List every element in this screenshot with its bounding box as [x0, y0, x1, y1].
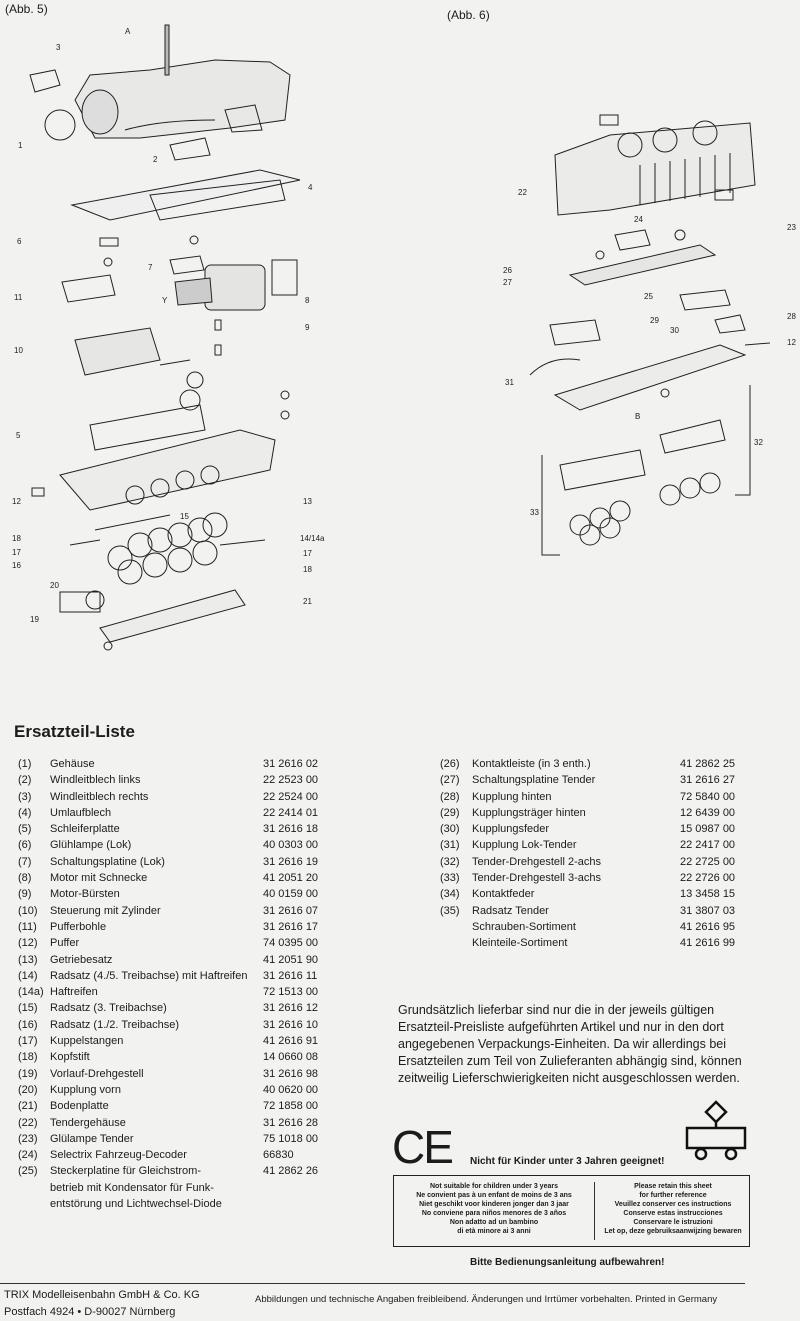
parts-list-row [440, 772, 760, 788]
part-code: 31 2616 17 [263, 920, 319, 933]
callout-A: A [125, 27, 131, 36]
multilingual-warning-box [393, 1175, 750, 1247]
part-number: (9) [18, 888, 32, 901]
parts-list-row [440, 854, 760, 870]
part-code: 13 3458 15 [680, 888, 736, 901]
part-number: (3) [18, 790, 32, 803]
parts-list-row [18, 1180, 338, 1196]
parts-list-row [440, 919, 760, 935]
callout-Y: Y [162, 296, 168, 305]
callout-1: 1 [18, 141, 23, 150]
locomotive-exploded-diagram [0, 20, 325, 660]
part-name: Radsatz (4./5. Treibachse) mit Haftreifen [50, 969, 248, 982]
parts-list-row [18, 1115, 338, 1131]
parts-list-row [440, 756, 760, 772]
part-name: Getriebesatz [50, 953, 113, 966]
part-number: (34) [440, 888, 460, 901]
part-name: Kleinteile-Sortiment [472, 937, 568, 950]
part-code: 41 2051 90 [263, 953, 319, 966]
parts-list-row [440, 837, 760, 853]
part-code: 22 2726 00 [680, 872, 736, 885]
part-number: (17) [18, 1035, 38, 1048]
retain-line: Veuillez conserver ces instructions [614, 1201, 732, 1208]
parts-list-row [18, 870, 338, 886]
callout-33: 33 [530, 508, 539, 517]
parts-list-row [18, 1131, 338, 1147]
part-code: 31 2616 12 [263, 1002, 319, 1015]
part-name: Schrauben-Sortiment [472, 920, 576, 933]
part-name: Kupplung hinten [472, 790, 552, 803]
part-code: 31 2616 02 [263, 758, 319, 770]
part-code: 41 2616 99 [680, 937, 736, 950]
part-code: 22 2417 00 [680, 839, 736, 852]
part-number: (14a) [18, 986, 44, 999]
part-number: (6) [18, 839, 32, 852]
part-code: 41 2862 26 [263, 1165, 319, 1178]
part-number: (22) [18, 1116, 38, 1129]
footer-divider [0, 1283, 745, 1284]
part-code: 31 2616 98 [263, 1067, 319, 1080]
part-name: Umlaufblech [50, 806, 112, 819]
part-name: Kontaktleiste (in 3 enth.) [472, 758, 591, 770]
parts-list-row [18, 1033, 338, 1049]
callout-16: 16 [12, 561, 21, 570]
part-number: (4) [18, 806, 32, 819]
part-code: 75 1018 00 [263, 1132, 319, 1145]
part-number: (26) [440, 758, 460, 770]
callout-2: 2 [153, 155, 158, 164]
callout-17: 17 [12, 548, 21, 557]
parts-list-row [18, 1147, 338, 1163]
part-name: Radsatz Tender [472, 904, 549, 917]
parts-list-row [18, 984, 338, 1000]
part-name: Kontaktfeder [472, 888, 535, 901]
part-name: Tender-Drehgestell 2-achs [472, 855, 602, 868]
callout-31: 31 [505, 378, 514, 387]
callout-13: 13 [303, 497, 312, 506]
part-code: 22 2523 00 [263, 774, 319, 787]
part-name: Schaltungsplatine (Lok) [50, 855, 165, 868]
part-number: (12) [18, 937, 38, 950]
part-number: (35) [440, 904, 460, 917]
part-name: Kupplung Lok-Tender [472, 839, 577, 852]
parts-list-row [440, 886, 760, 902]
retain-line: Conserve estas instrucciones [623, 1210, 723, 1217]
part-name: Tendergehäuse [50, 1116, 126, 1129]
part-name: Tender-Drehgestell 3-achs [472, 872, 602, 885]
part-name: Selectrix Fahrzeug-Decoder [50, 1149, 187, 1162]
part-name: Bodenplatte [50, 1100, 109, 1113]
part-name: Puffer [50, 937, 80, 950]
callout-23: 23 [787, 223, 796, 232]
part-code: 22 2524 00 [263, 790, 319, 803]
part-name: Steuerung mit Zylinder [50, 904, 161, 917]
warning-line: Ne convient pas à un enfant de moins de 3 ans [416, 1192, 572, 1199]
part-name: Pufferbohle [50, 920, 107, 933]
parts-list-row [18, 772, 338, 788]
part-code: 72 1858 00 [263, 1100, 319, 1113]
warning-divider [594, 1182, 595, 1240]
callout-7: 7 [148, 263, 153, 272]
tender-exploded-diagram [500, 95, 800, 565]
parts-list-row [18, 1163, 338, 1179]
company-name: TRIX Modelleisenbahn GmbH & Co. KG [4, 1289, 200, 1301]
parts-list-row [18, 789, 338, 805]
parts-list-row [18, 821, 338, 837]
part-code: 40 0159 00 [263, 888, 319, 901]
part-code: 41 2862 25 [680, 758, 736, 770]
part-code: 40 0620 00 [263, 1083, 319, 1096]
ce-mark: CE [392, 1121, 452, 1173]
part-name: Motor mit Schnecke [50, 872, 148, 885]
part-number: (20) [18, 1083, 38, 1096]
part-code: 31 2616 10 [263, 1018, 319, 1031]
warning-line: di età minore ai 3 anni [457, 1228, 531, 1235]
part-number: (25) [18, 1165, 38, 1178]
part-name: Haftreifen [50, 986, 98, 999]
part-code: 31 2616 18 [263, 823, 319, 836]
part-code: 22 2414 01 [263, 806, 319, 819]
availability-note: Grundsätzlich lieferbar sind nur die in der jeweils gültigen Ersatzteil-Preisliste aufgeführten Artikel und nur in den dort angegebenen Verpackungs-Einheiten. Da wir allerdings bei Ersatzteilen zum Teil von Zulieferanten abhängig sind, können zeitweilig Lieferschwierigkeiten nicht ausgeschlossen werden. [398, 1003, 742, 1085]
parts-list-row [18, 756, 338, 772]
callout-14-14a: 14/14a [300, 534, 325, 543]
part-code: 66830 [263, 1149, 294, 1162]
part-number: (7) [18, 855, 32, 868]
callout-4: 4 [308, 183, 313, 192]
callout-24: 24 [634, 215, 643, 224]
retain-line: Please retain this sheet [634, 1183, 712, 1190]
part-code: 15 0987 00 [680, 823, 736, 836]
part-name: Schleiferplatte [50, 823, 120, 836]
callout-8: 8 [305, 296, 310, 305]
part-number: (2) [18, 774, 32, 787]
callout-17b: 17 [303, 549, 312, 558]
part-name: Radsatz (3. Treibachse) [50, 1002, 167, 1015]
part-number: (10) [18, 904, 38, 917]
part-code: 12 6439 00 [680, 806, 736, 819]
callout-15: 15 [180, 512, 189, 521]
part-name: betrieb mit Kondensator für Funk- [50, 1181, 214, 1194]
callout-20: 20 [50, 581, 59, 590]
part-number: (24) [18, 1149, 38, 1162]
part-name: Steckerplatine für Gleichstrom- [50, 1165, 201, 1178]
retain-line: Conservare le istruzioni [633, 1219, 713, 1226]
part-number: (8) [18, 872, 32, 885]
callout-12: 12 [12, 497, 21, 506]
retain-sheet-translations [598, 1182, 748, 1236]
retain-line: for further reference [639, 1192, 707, 1199]
parts-list-row [440, 805, 760, 821]
part-name: Schaltungsplatine Tender [472, 774, 596, 787]
callout-5: 5 [16, 431, 21, 440]
retain-line: Let op, deze gebruiksaanwijzing bewaren [604, 1228, 742, 1235]
toy-age-warning-icon [683, 1100, 749, 1162]
parts-list-row [440, 935, 760, 951]
parts-list-row [18, 805, 338, 821]
part-number: (30) [440, 823, 460, 836]
part-number: (18) [18, 1051, 38, 1064]
callout-19: 19 [30, 615, 39, 624]
callout-21: 21 [303, 597, 312, 606]
part-code: 72 5840 00 [680, 790, 736, 803]
part-name: Kupplungsträger hinten [472, 806, 586, 819]
part-number: (11) [18, 920, 37, 933]
part-code: 41 2616 91 [263, 1035, 319, 1048]
parts-list-row [440, 903, 760, 919]
part-number: (31) [440, 839, 460, 852]
parts-list-row [18, 886, 338, 902]
callout-9: 9 [305, 323, 310, 332]
callout-11: 11 [14, 293, 23, 302]
company-address [4, 1287, 200, 1321]
part-name: Glühlampe (Lok) [50, 839, 132, 852]
part-code: 14 0660 08 [263, 1051, 319, 1064]
parts-list-row [18, 854, 338, 870]
callout-6: 6 [17, 237, 22, 246]
part-name: Motor-Bürsten [50, 888, 120, 901]
figure-5-label: (Abb. 5) [5, 2, 48, 16]
part-number: (32) [440, 855, 460, 868]
part-code: 41 2051 20 [263, 872, 319, 885]
part-number: (28) [440, 790, 460, 803]
warning-line: Niet geschikt voor kinderen jonger dan 3 jaar [419, 1201, 569, 1208]
parts-list-row [18, 1049, 338, 1065]
part-number: (13) [18, 953, 38, 966]
callout-18: 18 [12, 534, 21, 543]
parts-list-row [440, 789, 760, 805]
part-number: (33) [440, 872, 460, 885]
part-code: 31 2616 28 [263, 1116, 319, 1129]
parts-list-right [440, 756, 760, 952]
part-code: 22 2725 00 [680, 855, 736, 868]
parts-list-title: Ersatzteil-Liste [14, 722, 135, 741]
figure-6-label: (Abb. 6) [447, 8, 490, 22]
parts-list-row [18, 919, 338, 935]
part-number: (15) [18, 1002, 38, 1015]
part-number: (16) [18, 1018, 38, 1031]
part-name: Kupplungsfeder [472, 823, 550, 836]
parts-list-row [18, 1196, 338, 1212]
warning-line: Non adatto ad un bambino [449, 1219, 539, 1226]
part-name: Radsatz (1./2. Treibachse) [50, 1018, 180, 1031]
callout-25: 25 [644, 292, 653, 301]
age-warning-german: Nicht für Kinder unter 3 Jahren geeignet! [470, 1156, 665, 1167]
part-code: 72 1513 00 [263, 986, 319, 999]
callout-10: 10 [14, 346, 23, 355]
footer-disclaimer: Abbildungen und technische Angaben freibleibend. Änderungen und Irrtümer vorbehalten. Printed in Germany [255, 1294, 718, 1305]
warning-line: No conviene para niños menores de 3 años [421, 1210, 567, 1217]
parts-list-row [18, 968, 338, 984]
parts-list-row [18, 1098, 338, 1114]
keep-manual-note: Bitte Bedienungsanleitung aufbewahren! [470, 1257, 665, 1268]
parts-list-row [18, 935, 338, 951]
part-number: (23) [18, 1132, 38, 1145]
part-name: Windleitblech rechts [50, 790, 149, 803]
part-number: (19) [18, 1067, 38, 1080]
parts-list-row [18, 903, 338, 919]
part-code: 31 2616 27 [680, 774, 736, 787]
parts-list-row [18, 1017, 338, 1033]
callout-18b: 18 [303, 565, 312, 574]
parts-list-row [18, 952, 338, 968]
age-warning-translations [398, 1182, 590, 1236]
callout-32: 32 [754, 438, 763, 447]
parts-list-row [18, 837, 338, 853]
company-postal: Postfach 4924 • D-90027 Nürnberg [4, 1306, 176, 1318]
part-number: (29) [440, 806, 460, 819]
callout-28: 28 [787, 312, 796, 321]
part-name: Gehäuse [50, 758, 95, 770]
part-number: (1) [18, 758, 32, 770]
part-number: (21) [18, 1100, 38, 1113]
part-code: 41 2616 95 [680, 920, 736, 933]
part-number: (5) [18, 823, 32, 836]
part-code: 40 0303 00 [263, 839, 319, 852]
part-name: Kupplung vorn [50, 1083, 121, 1096]
part-number: (27) [440, 774, 460, 787]
part-code: 31 2616 07 [263, 904, 319, 917]
part-name: Glülampe Tender [50, 1132, 134, 1145]
parts-list-row [440, 870, 760, 886]
callout-27: 27 [503, 278, 512, 287]
parts-list-row [440, 821, 760, 837]
part-code: 31 2616 19 [263, 855, 319, 868]
callout-29: 29 [650, 316, 659, 325]
part-name: entstörung und Lichtwechsel-Diode [50, 1198, 222, 1211]
part-name: Vorlauf-Drehgestell [50, 1067, 144, 1080]
part-name: Kuppelstangen [50, 1035, 124, 1048]
part-name: Kopfstift [50, 1051, 90, 1064]
part-code: 31 2616 11 [263, 969, 318, 982]
parts-list-row [18, 1066, 338, 1082]
part-name: Windleitblech links [50, 774, 141, 787]
parts-list-row [18, 1082, 338, 1098]
callout-3: 3 [56, 43, 61, 52]
part-number: (14) [18, 969, 38, 982]
part-code: 31 3807 03 [680, 904, 736, 917]
warning-line: Not suitable for children under 3 years [430, 1183, 558, 1190]
callout-B: B [635, 412, 641, 421]
part-code: 74 0395 00 [263, 937, 319, 950]
parts-list-row [18, 1000, 338, 1016]
callout-22: 22 [518, 188, 527, 197]
callout-12b: 12 [787, 338, 796, 347]
callout-26: 26 [503, 266, 512, 275]
parts-list-left [18, 756, 338, 1212]
callout-30: 30 [670, 326, 679, 335]
